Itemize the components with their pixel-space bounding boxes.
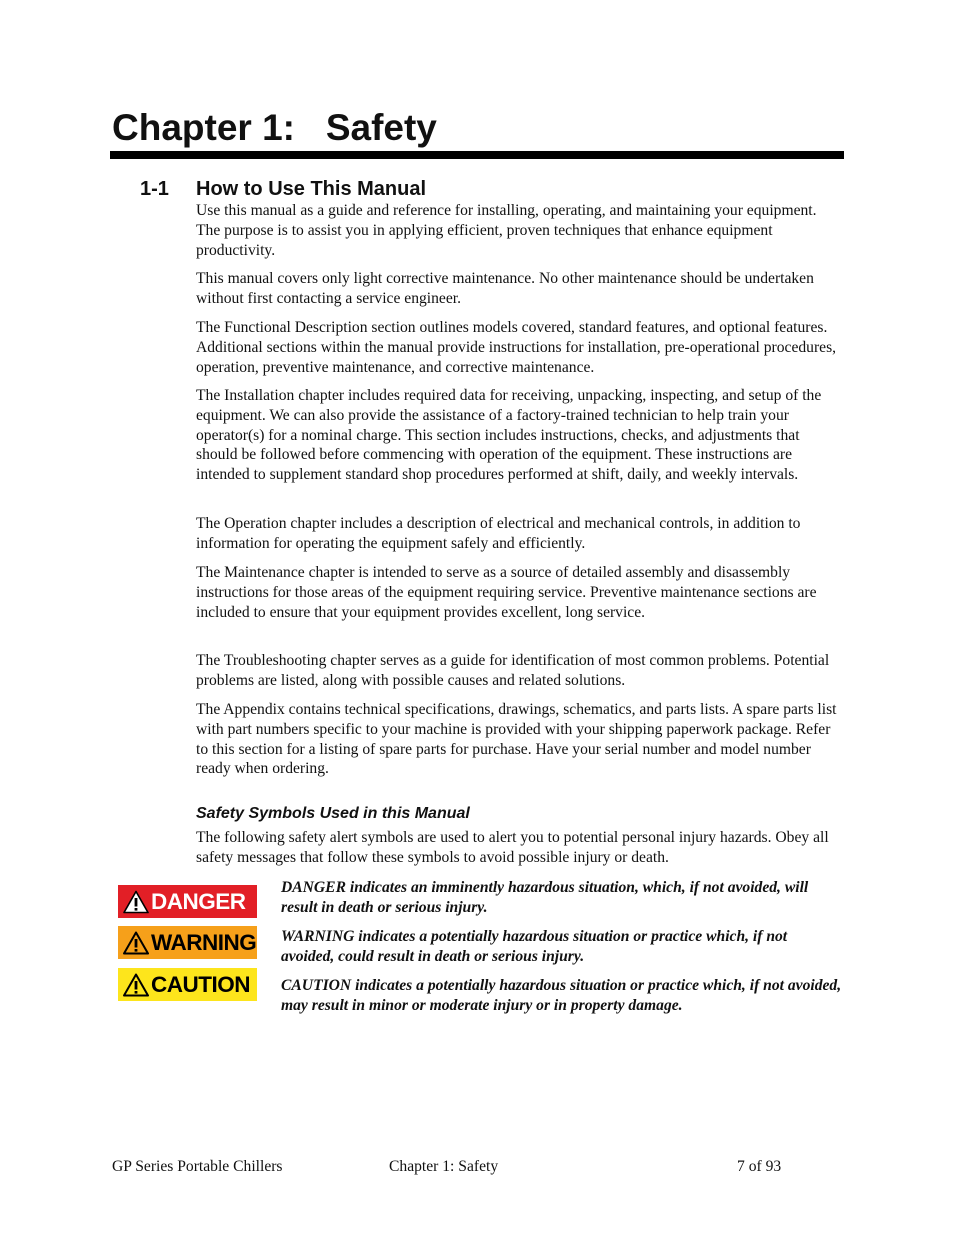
section-paragraph bbox=[196, 651, 844, 691]
warning-label bbox=[118, 926, 257, 959]
paragraph-intro: Use this manual as a guide and reference for installing, operating, and maintaining your equipment. The purpose is to assist you in applying efficient, proven techniques that enhance equipment productivity. bbox=[196, 202, 817, 259]
paragraph-installation: The Installation chapter includes required data for receiving, unpacking, inspecting, and setup of the equipment. We can also provide the assistance of a factory-trained technician to help train your operator(s) for a nominal charge. This section includes instructions, checks, and adjustments that should be followed before commencing with operation of the equipment. These instructions are intended to supplement standard shop procedures performed at shift, daily, and weekly intervals. bbox=[196, 387, 822, 484]
section-paragraph bbox=[196, 563, 844, 622]
section-paragraph bbox=[196, 201, 844, 260]
section-paragraph bbox=[196, 269, 844, 309]
caution-label bbox=[118, 968, 257, 1001]
warning-description: WARNING indicates a potentially hazardous situation or practice which, if not avoided, could result in death or serious injury. bbox=[281, 928, 788, 965]
paragraph-operation: The Operation chapter includes a description of electrical and mechanical controls, in addition to information for operating the equipment safely and efficiently. bbox=[196, 515, 801, 552]
paragraph-functional-description: The Functional Description section outlines models covered, standard features, and optional features. Additional sections within the manual provide instructions for installation, pre-operational procedures, operation, preventive maintenance, and corrective maintenance. bbox=[196, 319, 837, 376]
paragraph-scope: This manual covers only light corrective maintenance. No other maintenance should be undertaken without first contacting a service engineer. bbox=[196, 270, 814, 307]
footer-chapter: Chapter 1: Safety bbox=[389, 1158, 499, 1175]
section-title: How to Use This Manual bbox=[196, 178, 427, 200]
warning-label-text: WARNING bbox=[151, 929, 257, 955]
safety-intro: The following safety alert symbols are used to alert you to potential personal injury hazards. Obey all safety messages that follow these symbols to avoid possible injury or death. bbox=[196, 829, 829, 866]
danger-label-text: DANGER bbox=[151, 888, 246, 914]
danger-description: DANGER indicates an imminently hazardous situation, which, if not avoided, will result in death or serious injury. bbox=[281, 879, 809, 916]
safety-symbols-heading: Safety Symbols Used in this Manual bbox=[196, 805, 470, 822]
section-heading bbox=[140, 176, 426, 202]
title-rule bbox=[110, 151, 844, 159]
danger-label bbox=[118, 885, 257, 918]
caution-description: CAUTION indicates a potentially hazardous situation or practice which, if not avoided, may result in minor or moderate injury or in property damage. bbox=[281, 977, 842, 1014]
chapter-title: Chapter 1: Safety bbox=[112, 107, 437, 148]
warning-triangle-icon bbox=[123, 973, 149, 997]
paragraph-maintenance: The Maintenance chapter is intended to serve as a source of detailed assembly and disassembly instructions for those areas of the equipment requiring service. Preventive maintenance sections are included to ensure that your equipment provides excellent, long service. bbox=[196, 564, 817, 621]
paragraph-troubleshooting: The Troubleshooting chapter serves as a guide for identification of most common problems. Potential problems are listed, along with possible causes and related solutions. bbox=[196, 652, 830, 689]
section-paragraph bbox=[196, 514, 844, 554]
section-paragraph bbox=[196, 386, 844, 485]
footer-page-number: 7 of 93 bbox=[737, 1158, 782, 1175]
caution-label-text: CAUTION bbox=[151, 971, 250, 997]
section-paragraph bbox=[196, 700, 844, 779]
section-paragraph bbox=[196, 318, 844, 377]
footer-document-title: GP Series Portable Chillers bbox=[112, 1158, 283, 1175]
warning-triangle-icon bbox=[123, 931, 149, 955]
paragraph-appendix: The Appendix contains technical specifications, drawings, schematics, and parts lists. A spare parts list with part numbers specific to your machine is provided with your shipping paperwork package. Refer to this section for a listing of spare parts for purchase. Have your serial number and model number ready when ordering. bbox=[196, 701, 837, 778]
warning-triangle-icon bbox=[123, 890, 149, 914]
safety-intro-block bbox=[196, 828, 844, 868]
section-number: 1-1 bbox=[140, 178, 169, 200]
